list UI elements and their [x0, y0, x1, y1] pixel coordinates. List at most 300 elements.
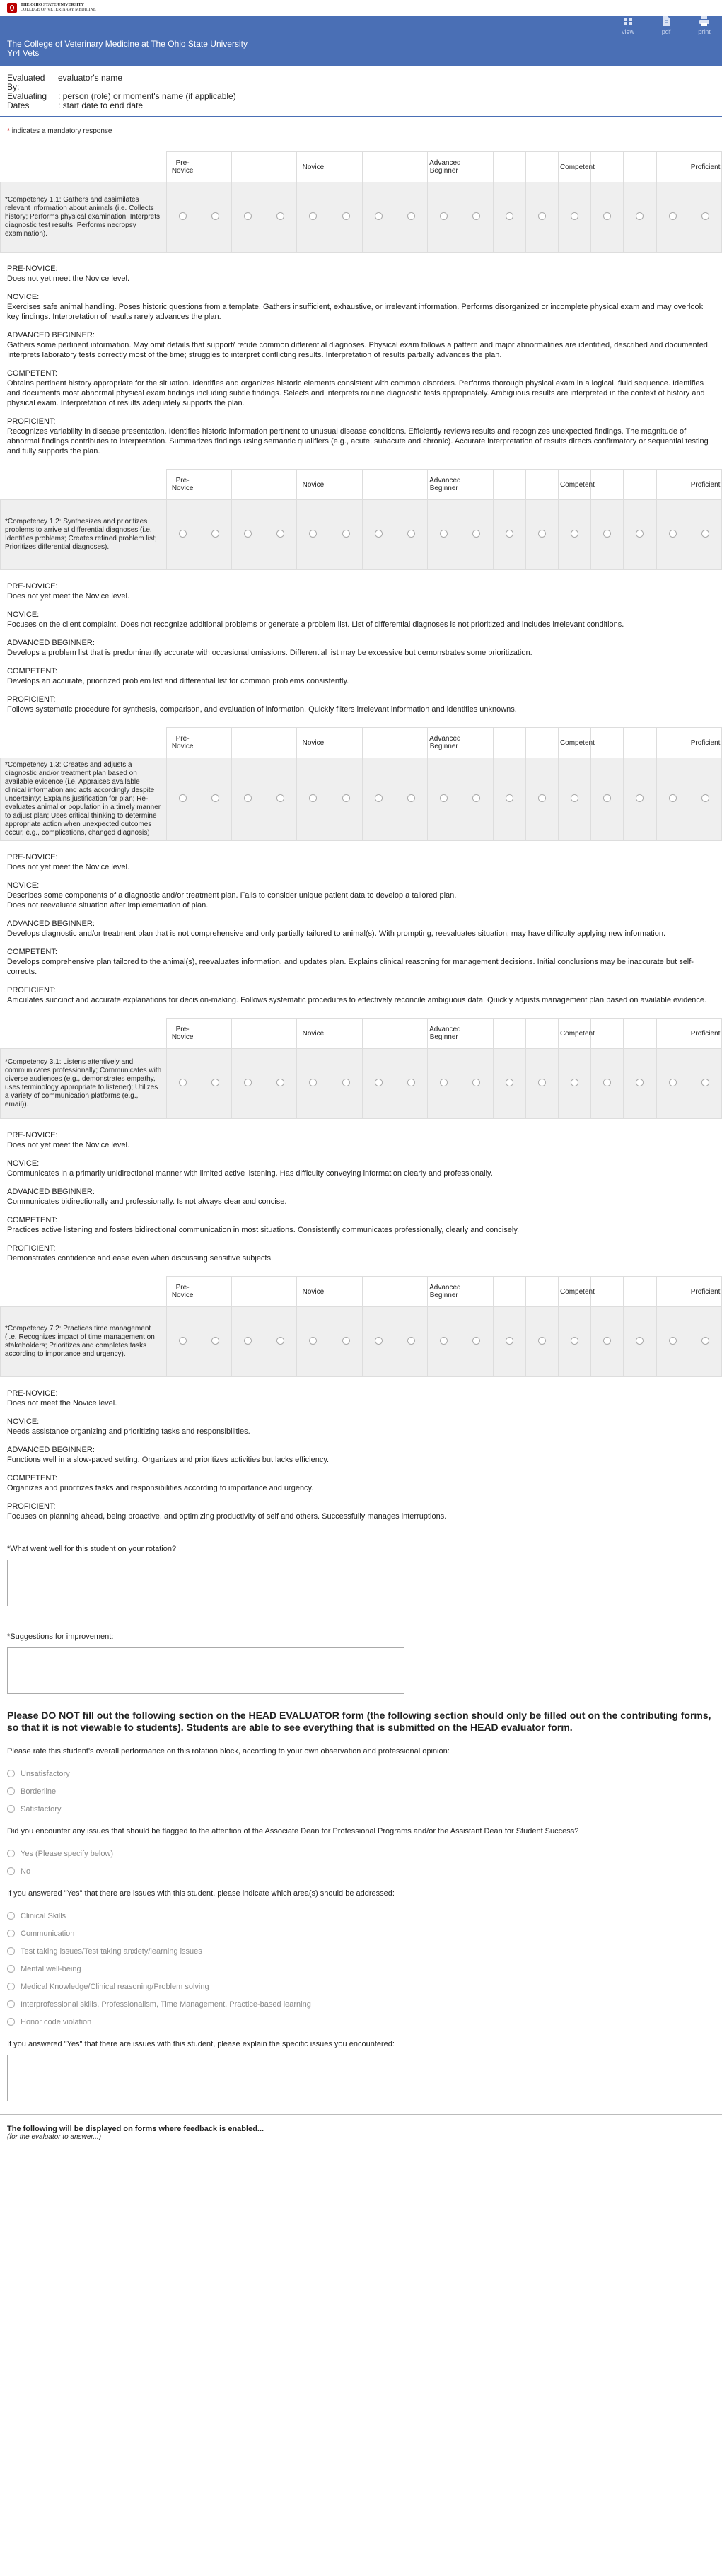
radio-button[interactable]: [636, 1079, 644, 1086]
area-option[interactable]: [7, 2013, 715, 2031]
radio-button[interactable]: [636, 794, 644, 802]
competency-header-blank: [1, 728, 167, 758]
level-descriptor: [7, 638, 715, 658]
scale-radio-cell[interactable]: [525, 758, 558, 841]
radio-button[interactable]: [538, 1079, 546, 1086]
scale-header: [199, 728, 231, 758]
scale-radio-cell[interactable]: [199, 182, 231, 253]
print-button[interactable]: [694, 16, 715, 35]
scale-radio-cell[interactable]: [525, 182, 558, 253]
scale-radio-cell[interactable]: [297, 1049, 330, 1119]
went-well-textarea[interactable]: [7, 1560, 404, 1606]
scale-radio-cell[interactable]: [591, 500, 624, 570]
scale-radio-cell[interactable]: [166, 1049, 199, 1119]
scale-radio-cell[interactable]: [493, 758, 525, 841]
level-title: COMPETENT:: [7, 667, 57, 675]
radio-button[interactable]: [571, 212, 578, 220]
area-option[interactable]: [7, 1942, 715, 1960]
radio-button[interactable]: [276, 530, 284, 538]
radio-button[interactable]: [211, 212, 219, 220]
radio-button[interactable]: [7, 1787, 15, 1795]
radio-button[interactable]: [472, 1337, 480, 1345]
radio-button[interactable]: [179, 530, 187, 538]
radio-button[interactable]: [276, 1337, 284, 1345]
radio-button[interactable]: [440, 794, 448, 802]
level-descriptor: [7, 666, 715, 686]
radio-button[interactable]: [375, 794, 383, 802]
scale-radio-cell[interactable]: [330, 1049, 362, 1119]
scale-radio-cell[interactable]: [199, 1307, 231, 1377]
radio-button[interactable]: [309, 1337, 317, 1345]
rate-option[interactable]: [7, 1782, 715, 1800]
scale-radio-cell[interactable]: [624, 1307, 656, 1377]
scale-radio-cell[interactable]: [395, 182, 427, 253]
radio-button[interactable]: [669, 530, 677, 538]
level-title: ADVANCED BEGINNER:: [7, 1446, 95, 1454]
scale-radio-cell[interactable]: [689, 500, 721, 570]
level-descriptor: [7, 919, 715, 939]
radio-button[interactable]: [440, 1079, 448, 1086]
scale-radio-cell[interactable]: [558, 758, 590, 841]
scale-radio-cell[interactable]: [199, 1049, 231, 1119]
scale-header: [231, 728, 264, 758]
radio-button[interactable]: [636, 530, 644, 538]
radio-button[interactable]: [472, 794, 480, 802]
scale-radio-cell[interactable]: [428, 758, 460, 841]
radio-button[interactable]: [7, 1805, 15, 1813]
scale-radio-cell[interactable]: [624, 1049, 656, 1119]
level-title: PRE-NOVICE:: [7, 265, 58, 273]
area-option[interactable]: [7, 1907, 715, 1925]
radio-button[interactable]: [440, 212, 448, 220]
level-title: NOVICE:: [7, 293, 40, 301]
radio-button[interactable]: [669, 1337, 677, 1345]
level-descriptor: [7, 1243, 715, 1263]
level-title: ADVANCED BEGINNER:: [7, 331, 95, 340]
rate-question: Please rate this student's overall performance on this rotation block, according to your own observation and professional opinion:: [7, 1747, 450, 1756]
radio-button[interactable]: [276, 1079, 284, 1086]
scale-header: Competent: [558, 152, 590, 182]
scale-radio-cell[interactable]: [460, 182, 493, 253]
scale-radio-cell[interactable]: [493, 1049, 525, 1119]
scale-radio-cell[interactable]: [558, 1049, 590, 1119]
scale-radio-cell[interactable]: [330, 182, 362, 253]
radio-button[interactable]: [7, 1947, 15, 1955]
competency-header-blank: [1, 152, 167, 182]
scale-radio-cell[interactable]: [362, 758, 395, 841]
scale-radio-cell[interactable]: [525, 1307, 558, 1377]
scale-header: [624, 1019, 656, 1049]
scale-radio-cell[interactable]: [231, 182, 264, 253]
scale-radio-cell[interactable]: [297, 758, 330, 841]
area-option[interactable]: [7, 1960, 715, 1978]
scale-radio-cell[interactable]: [591, 1049, 624, 1119]
rate-option[interactable]: [7, 1765, 715, 1782]
scale-header: [199, 1277, 231, 1307]
radio-button[interactable]: [669, 1079, 677, 1086]
level-descriptors: [0, 1377, 722, 1528]
competency-list: [0, 151, 722, 1528]
areas-question: If you answered "Yes" that there are issues with this student, please indicate which area(s) should be addressed:: [7, 1889, 395, 1898]
pdf-button[interactable]: [656, 16, 677, 35]
level-body: Develops a problem list that is predominantly accurate with occasional omissions. Differential list may be excessive but demonstrates some prioritization.: [7, 649, 532, 657]
area-option[interactable]: [7, 1925, 715, 1942]
level-title: PROFICIENT:: [7, 417, 56, 426]
competency-text: *Competency 1.1: Gathers and assimilates relevant information about animals (i.e. Collects history; Performs physical examination; Interprets diagnostic test results; Performs necropsy examination).: [1, 182, 167, 253]
radio-button[interactable]: [701, 1079, 709, 1086]
level-descriptor: [7, 1215, 715, 1235]
level-descriptor: [7, 1130, 715, 1150]
scale-radio-cell[interactable]: [558, 182, 590, 253]
radio-button[interactable]: [571, 1337, 578, 1345]
pdf-document-icon: [660, 16, 672, 27]
scale-header: [330, 470, 362, 500]
scale-radio-cell[interactable]: [689, 758, 721, 841]
level-title: PROFICIENT:: [7, 986, 56, 994]
radio-button[interactable]: [472, 1079, 480, 1086]
radio-button[interactable]: [440, 530, 448, 538]
scale-radio-cell[interactable]: [166, 1307, 199, 1377]
scale-radio-cell[interactable]: [624, 758, 656, 841]
radio-button[interactable]: [179, 212, 187, 220]
radio-button[interactable]: [407, 530, 415, 538]
scale-radio-cell[interactable]: [493, 182, 525, 253]
scale-header: [395, 1277, 427, 1307]
radio-button[interactable]: [211, 1337, 219, 1345]
radio-button[interactable]: [538, 794, 546, 802]
radio-button[interactable]: [407, 212, 415, 220]
view-button[interactable]: [617, 16, 639, 35]
scale-radio-cell[interactable]: [591, 182, 624, 253]
scale-radio-cell[interactable]: [460, 758, 493, 841]
radio-button[interactable]: [669, 794, 677, 802]
scale-radio-cell[interactable]: [689, 1307, 721, 1377]
rating-scale-table: [0, 151, 722, 253]
radio-button[interactable]: [571, 1079, 578, 1086]
scale-radio-cell[interactable]: [199, 758, 231, 841]
scale-header: [199, 470, 231, 500]
mandatory-note: * indicates a mandatory response: [7, 127, 112, 135]
scale-header: Proficient: [689, 1277, 721, 1307]
radio-button[interactable]: [603, 1079, 611, 1086]
radio-button[interactable]: [375, 1337, 383, 1345]
scale-radio-cell[interactable]: [428, 1307, 460, 1377]
radio-button[interactable]: [211, 1079, 219, 1086]
scale-radio-cell[interactable]: [362, 182, 395, 253]
radio-button[interactable]: [538, 212, 546, 220]
radio-button[interactable]: [7, 1867, 15, 1875]
radio-button[interactable]: [211, 530, 219, 538]
evaluation-meta: [0, 66, 722, 117]
radio-button[interactable]: [375, 212, 383, 220]
scale-radio-cell[interactable]: [428, 182, 460, 253]
level-title: PRE-NOVICE:: [7, 853, 58, 861]
radio-button[interactable]: [407, 1079, 415, 1086]
radio-button[interactable]: [342, 794, 350, 802]
scale-radio-cell[interactable]: [362, 500, 395, 570]
level-title: NOVICE:: [7, 881, 40, 890]
scale-header: [460, 1277, 493, 1307]
radio-button[interactable]: [309, 212, 317, 220]
radio-button[interactable]: [179, 1337, 187, 1345]
radio-button[interactable]: [179, 794, 187, 802]
radio-button[interactable]: [244, 794, 252, 802]
view-label: view: [621, 28, 634, 35]
radio-button[interactable]: [342, 1079, 350, 1086]
scale-header: Proficient: [689, 470, 721, 500]
radio-button[interactable]: [179, 1079, 187, 1086]
scale-header: [493, 728, 525, 758]
scale-radio-cell[interactable]: [689, 182, 721, 253]
scale-radio-cell[interactable]: [166, 758, 199, 841]
radio-button[interactable]: [636, 212, 644, 220]
scale-radio-cell[interactable]: [656, 1307, 689, 1377]
level-descriptor: [7, 985, 715, 1005]
scale-radio-cell[interactable]: [460, 1049, 493, 1119]
radio-button[interactable]: [211, 794, 219, 802]
level-title: PROFICIENT:: [7, 1244, 56, 1253]
scale-radio-cell[interactable]: [624, 182, 656, 253]
scale-radio-cell[interactable]: [264, 1049, 297, 1119]
competency-header-blank: [1, 1277, 167, 1307]
competency-block: [0, 727, 722, 1012]
competency-block: [0, 1276, 722, 1528]
radio-button[interactable]: [506, 212, 513, 220]
scale-radio-cell[interactable]: [558, 1307, 590, 1377]
radio-button[interactable]: [538, 530, 546, 538]
level-body: Does not yet meet the Novice level.: [7, 1141, 130, 1149]
level-title: ADVANCED BEGINNER:: [7, 1188, 95, 1196]
radio-button[interactable]: [7, 1965, 15, 1973]
scale-radio-cell[interactable]: [493, 1307, 525, 1377]
radio-button[interactable]: [309, 1079, 317, 1086]
level-descriptor: [7, 1159, 715, 1178]
radio-button[interactable]: [603, 794, 611, 802]
radio-button[interactable]: [7, 1983, 15, 1990]
scale-radio-cell[interactable]: [330, 1307, 362, 1377]
scale-radio-cell[interactable]: [166, 500, 199, 570]
radio-button[interactable]: [669, 212, 677, 220]
scale-header: [591, 1277, 624, 1307]
radio-button[interactable]: [701, 794, 709, 802]
scale-radio-cell[interactable]: [166, 182, 199, 253]
radio-button[interactable]: [701, 212, 709, 220]
scale-radio-cell[interactable]: [656, 758, 689, 841]
scale-header: Novice: [297, 1277, 330, 1307]
scale-radio-cell[interactable]: [656, 182, 689, 253]
radio-button[interactable]: [472, 530, 480, 538]
flag-option[interactable]: [7, 1862, 715, 1880]
scale-header: [525, 1019, 558, 1049]
radio-button[interactable]: [309, 530, 317, 538]
radio-button[interactable]: [276, 794, 284, 802]
scale-header: Pre-Novice: [166, 1277, 199, 1307]
improvement-textarea[interactable]: [7, 1647, 404, 1694]
competency-header-blank: [1, 470, 167, 500]
top-logo-bar: [0, 0, 722, 16]
scale-header: [525, 1277, 558, 1307]
radio-button[interactable]: [538, 1337, 546, 1345]
scale-radio-cell[interactable]: [297, 1307, 330, 1377]
scale-radio-cell[interactable]: [656, 500, 689, 570]
radio-button[interactable]: [244, 530, 252, 538]
radio-button[interactable]: [375, 1079, 383, 1086]
flag-option[interactable]: [7, 1845, 715, 1862]
radio-button[interactable]: [571, 794, 578, 802]
level-body: Obtains pertinent history appropriate for the situation. Identifies and organizes historic elements consistent with common disorders. Performs thorough physical exam in a logical, fluid sequence. Identifies and documents most abnormal physical exam findings including subtle findings. Selects and interprets routine diagnostic tests appropriately. Ambiguous results are interpreted in the context of history and physical exam. Interpretation of results adequately supports the plan.: [7, 379, 705, 407]
radio-button[interactable]: [342, 212, 350, 220]
competency-text: *Competency 3.1: Listens attentively and communicates professionally; Communicates with diverse audiences (e.g., demonstrates empathy, uses terminology appropriate to listener); Utilizes a variety of communication platforms (e.g., email)).: [1, 1049, 167, 1119]
scale-radio-cell[interactable]: [330, 758, 362, 841]
scale-header: [395, 1019, 427, 1049]
scale-radio-cell[interactable]: [558, 500, 590, 570]
radio-button[interactable]: [701, 1337, 709, 1345]
dates-label: Dates: [7, 100, 30, 110]
scale-radio-cell[interactable]: [264, 182, 297, 253]
scale-radio-cell[interactable]: [264, 1307, 297, 1377]
radio-button[interactable]: [603, 1337, 611, 1345]
radio-button[interactable]: [276, 212, 284, 220]
scale-radio-cell[interactable]: [297, 500, 330, 570]
scale-radio-cell[interactable]: [395, 1307, 427, 1377]
level-body: Does not yet meet the Novice level.: [7, 863, 130, 871]
scale-radio-cell[interactable]: [231, 758, 264, 841]
option-label: Clinical Skills: [21, 1911, 66, 1920]
scale-header: [231, 152, 264, 182]
scale-header: [395, 728, 427, 758]
level-title: PROFICIENT:: [7, 695, 56, 704]
scale-header: Pre-Novice: [166, 470, 199, 500]
radio-button[interactable]: [701, 530, 709, 538]
radio-button[interactable]: [506, 1337, 513, 1345]
scale-header: [656, 1277, 689, 1307]
scale-radio-cell[interactable]: [362, 1307, 395, 1377]
radio-button[interactable]: [7, 1930, 15, 1937]
option-label: Borderline: [21, 1787, 57, 1796]
evaluating-value: : person (role) or moment's name (if applicable): [58, 91, 236, 101]
radio-button[interactable]: [603, 212, 611, 220]
radio-button[interactable]: [506, 794, 513, 802]
level-body: Functions well in a slow-paced setting. Organizes and prioritizes activities but lacks efficiency.: [7, 1456, 330, 1464]
rating-scale-table: [0, 1018, 722, 1119]
radio-button[interactable]: [244, 212, 252, 220]
radio-button[interactable]: [342, 530, 350, 538]
scale-radio-cell[interactable]: [264, 758, 297, 841]
radio-button[interactable]: [440, 1337, 448, 1345]
scale-radio-cell[interactable]: [689, 1049, 721, 1119]
scale-header: [525, 728, 558, 758]
scale-radio-cell[interactable]: [297, 182, 330, 253]
scale-radio-cell[interactable]: [591, 1307, 624, 1377]
logo-line-2: COLLEGE OF VETERINARY MEDICINE: [21, 8, 96, 12]
level-descriptor: [7, 369, 715, 408]
radio-button[interactable]: [636, 1337, 644, 1345]
scale-radio-cell[interactable]: [231, 1049, 264, 1119]
radio-button[interactable]: [244, 1337, 252, 1345]
scale-radio-cell[interactable]: [264, 500, 297, 570]
scale-radio-cell[interactable]: [395, 758, 427, 841]
scale-header: [362, 152, 395, 182]
radio-button[interactable]: [407, 794, 415, 802]
radio-button[interactable]: [7, 1770, 15, 1777]
went-well-question: *What went well for this student on your rotation?: [0, 1538, 722, 1612]
head-evaluator-warning: Please DO NOT fill out the following section on the HEAD EVALUATOR form (the following section should only be filled out on the contributing forms, so that it is not viewable to students). Students are able to see everything that is submitted on the HEAD evaluator form.: [7, 1710, 711, 1733]
scale-radio-cell[interactable]: [624, 500, 656, 570]
option-label: Test taking issues/Test taking anxiety/learning issues: [21, 1946, 202, 1956]
radio-button[interactable]: [7, 2000, 15, 2008]
scale-header: Proficient: [689, 152, 721, 182]
competency-block: [0, 469, 722, 721]
scale-radio-cell[interactable]: [656, 1049, 689, 1119]
scale-radio-cell[interactable]: [525, 1049, 558, 1119]
radio-button[interactable]: [342, 1337, 350, 1345]
level-title: PROFICIENT:: [7, 1502, 56, 1511]
scale-radio-cell[interactable]: [525, 500, 558, 570]
radio-button[interactable]: [506, 530, 513, 538]
radio-button[interactable]: [7, 1912, 15, 1920]
level-body: Focuses on the client complaint. Does not recognize additional problems or generate a problem list. List of differential diagnoses is not prioritized and includes irrelevant conditions.: [7, 620, 624, 629]
feedback-footer: [0, 2114, 722, 2151]
scale-radio-cell[interactable]: [199, 500, 231, 570]
radio-button[interactable]: [375, 530, 383, 538]
level-body: Describes some components of a diagnostic and/or treatment plan. Fails to consider unique patient data to develop a tailored plan. Does not reevaluate situation after implementation of plan.: [7, 891, 457, 910]
radio-button[interactable]: [309, 794, 317, 802]
scale-radio-cell[interactable]: [493, 500, 525, 570]
scale-header: [591, 470, 624, 500]
flag-question: Did you encounter any issues that should be flagged to the attention of the Associate Dean for Professional Programs and/or the Assistant Dean for Student Success?: [7, 1827, 579, 1835]
level-descriptor: [7, 881, 715, 910]
scale-header: [525, 470, 558, 500]
scale-radio-cell[interactable]: [428, 500, 460, 570]
scale-header: [656, 728, 689, 758]
area-option[interactable]: [7, 1995, 715, 2013]
level-title: PRE-NOVICE:: [7, 1131, 58, 1139]
competency-block: [0, 151, 722, 463]
scale-header: [656, 1019, 689, 1049]
radio-button[interactable]: [506, 1079, 513, 1086]
radio-button[interactable]: [407, 1337, 415, 1345]
scale-radio-cell[interactable]: [330, 500, 362, 570]
scale-header: [231, 1277, 264, 1307]
scale-radio-cell[interactable]: [460, 1307, 493, 1377]
explain-textarea[interactable]: [7, 2055, 404, 2101]
scale-radio-cell[interactable]: [395, 500, 427, 570]
radio-button[interactable]: [7, 2018, 15, 2026]
scale-radio-cell[interactable]: [231, 500, 264, 570]
area-option[interactable]: [7, 1978, 715, 1995]
scale-header: [199, 152, 231, 182]
improvement-question: *Suggestions for improvement:: [0, 1626, 722, 1700]
radio-button[interactable]: [7, 1850, 15, 1857]
level-descriptor: [7, 330, 715, 360]
level-body: Gathers some pertinent information. May omit details that support/ refute common differential diagnoses. Physical exam follows a pattern and major abnormalities are identified, described and documented. Interprets laboratory tests correctly most of the time; struggles to interpret conflicting results. Interpretation of results partially advances the plan.: [7, 341, 710, 359]
rate-option[interactable]: [7, 1800, 715, 1818]
scale-radio-cell[interactable]: [591, 758, 624, 841]
radio-button[interactable]: [472, 212, 480, 220]
scale-radio-cell[interactable]: [428, 1049, 460, 1119]
level-descriptor: [7, 581, 715, 601]
scale-header: [624, 1277, 656, 1307]
radio-button[interactable]: [603, 530, 611, 538]
scale-radio-cell[interactable]: [231, 1307, 264, 1377]
scale-radio-cell[interactable]: [460, 500, 493, 570]
competency-text: *Competency 1.3: Creates and adjusts a diagnostic and/or treatment plan based on available evidence (i.e. Appraises available clinical information and acts accordingly despite uncertainty; Explains justification for plan; Re-evaluates animal or population in a timely manner to adjust plan; Uses critical thinking to determine appropriate action when unexpected outcomes occur, e.g., complications, changed diagnosis): [1, 758, 167, 841]
scale-radio-cell[interactable]: [362, 1049, 395, 1119]
radio-button[interactable]: [244, 1079, 252, 1086]
scale-radio-cell[interactable]: [395, 1049, 427, 1119]
level-body: Demonstrates confidence and ease even when discussing sensitive subjects.: [7, 1254, 274, 1263]
radio-button[interactable]: [571, 530, 578, 538]
